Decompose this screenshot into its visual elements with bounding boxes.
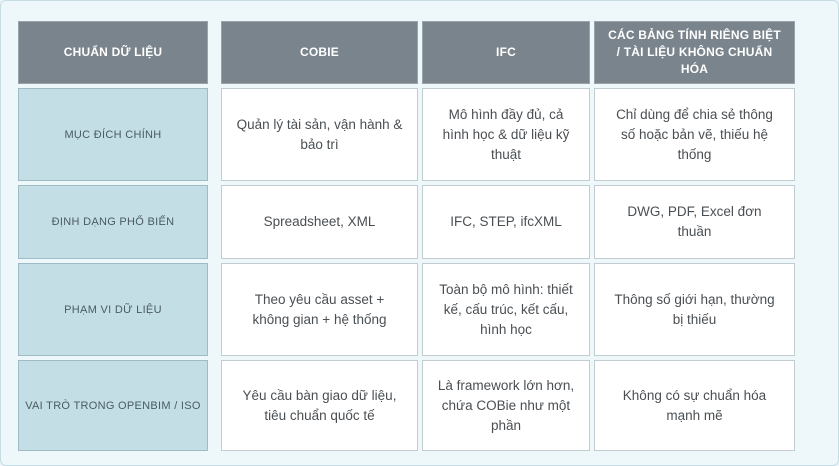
cell-text: Quản lý tài sản, vận hành & bảo trì — [236, 116, 403, 152]
cell-text: Spreadsheet, XML — [263, 214, 376, 229]
table-cell — [594, 88, 795, 181]
comparison-table — [18, 21, 795, 451]
row-header-scope — [18, 263, 208, 356]
table-cell — [221, 88, 418, 181]
header-ifc-label: IFC — [496, 45, 516, 59]
row-header-role — [18, 360, 208, 451]
cell-text: Yêu cầu bàn giao dữ liệu, tiêu chuẩn quốc tế — [242, 387, 397, 423]
cell-text: Là framework lớn hơn, chứa COBie như một phần — [437, 377, 575, 433]
header-ifc — [422, 21, 590, 84]
row-header-label: VAI TRÒ TRONG OPENBIM / ISO — [25, 399, 201, 412]
table-cell — [221, 263, 418, 356]
header-standard-label: CHUẨN DỮ LIỆU — [63, 45, 163, 59]
cell-text: Thông số giới hạn, thường bị thiếu — [614, 291, 775, 327]
cell-text: Theo yêu cầu asset + không gian + hệ thống — [252, 291, 387, 327]
row-header-format — [18, 185, 208, 259]
cell-text: Không có sự chuẩn hóa mạnh mẽ — [622, 387, 767, 423]
cell-text: IFC, STEP, ifcXML — [450, 214, 562, 229]
table-cell — [422, 263, 590, 356]
header-nonstandard-label: CÁC BẢNG TÍNH RIÊNG BIỆT / TÀI LIỆU KHÔNG CHUẨN HÓA — [608, 28, 781, 76]
header-nonstandard — [594, 21, 795, 84]
cell-text: DWG, PDF, Excel đơn thuần — [627, 204, 762, 239]
row-header-label: ĐỊNH DẠNG PHỔ BIẾN — [51, 216, 175, 228]
cell-text: Mô hình đầy đủ, cả hình học & dữ liệu kỹ thuật — [442, 106, 570, 162]
cell-text: Toàn bộ mô hình: thiết kế, cấu trúc, kết cấu, hình học — [439, 281, 573, 337]
header-cobie-label: COBIE — [299, 45, 339, 59]
header-standard — [18, 21, 208, 84]
table-cell — [221, 185, 418, 259]
table-cell — [594, 185, 795, 259]
row-header-label: PHẠM VI DỮ LIỆU — [64, 303, 162, 316]
table-cell — [422, 185, 590, 259]
row-header-label: MỤC ĐÍCH CHÍNH — [64, 128, 162, 141]
table-cell — [221, 360, 418, 451]
table-cell — [422, 88, 590, 181]
table-cell — [594, 360, 795, 451]
row-header-purpose — [18, 88, 208, 181]
table-cell — [594, 263, 795, 356]
cell-text: Chỉ dùng để chia sẻ thông số hoặc bản vẽ, thiếu hệ thống — [616, 106, 773, 162]
table-cell — [422, 360, 590, 451]
header-cobie — [221, 21, 418, 84]
